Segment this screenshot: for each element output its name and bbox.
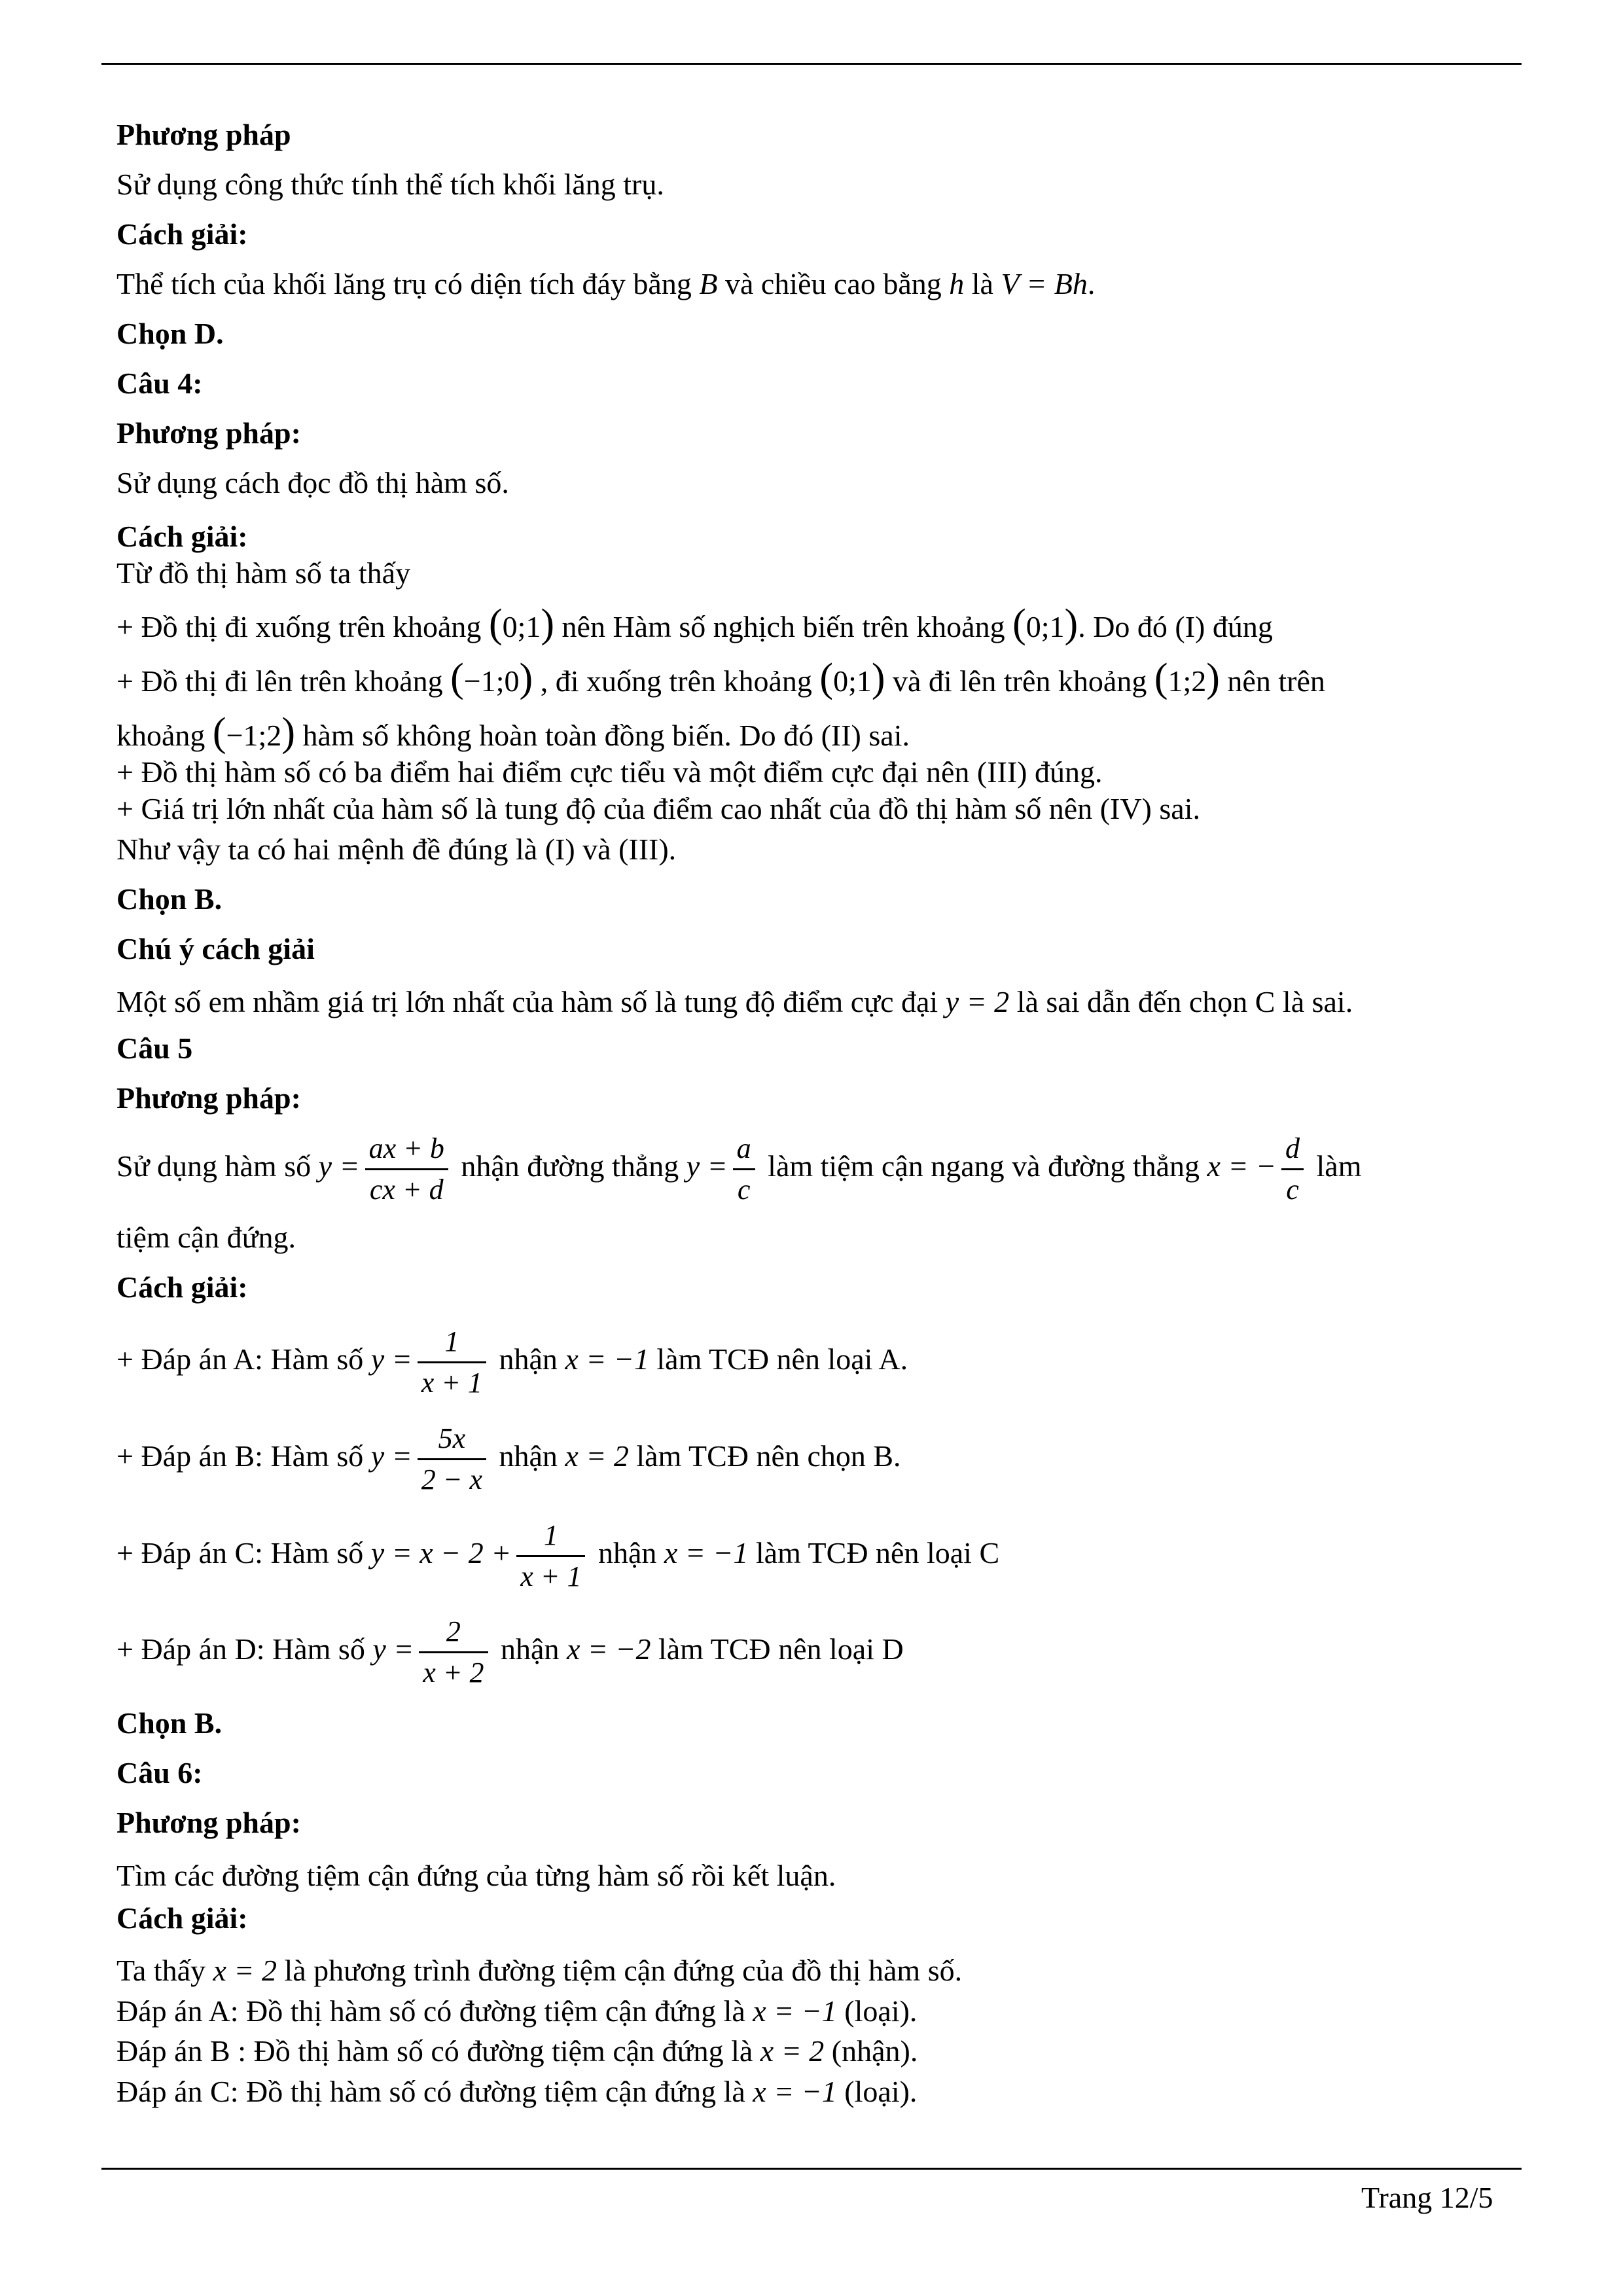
math-interval: −1;2 [226, 719, 282, 752]
fraction-denominator: 2 − x [421, 1463, 482, 1496]
paren-open: ( [212, 710, 226, 755]
text-segment: làm TCĐ nên loại D [651, 1632, 904, 1666]
heading-cach-giai-4: Cách giải: [116, 520, 248, 553]
math-interval: 0;1 [502, 610, 541, 643]
heading-cach-giai-6: Cách giải: [116, 1901, 248, 1935]
fraction [365, 1129, 448, 1210]
text-segment: là phương trình đường tiệm cận đứng của đồ thị hàm số. [276, 1954, 963, 1987]
text-segment: nên Hàm số nghịch biến trên khoảng [554, 610, 1013, 643]
text-segment: + Đồ thị đi lên trên khoảng [116, 664, 451, 698]
heading-phuong-phap-5: Phương pháp: [116, 1081, 301, 1115]
text-segment: làm tiệm cận ngang và đường thẳng [760, 1149, 1207, 1183]
math-formula: V = Bh [1001, 267, 1088, 300]
fraction [516, 1516, 585, 1596]
fraction-numerator: a [733, 1129, 755, 1170]
option-a-cau5 [116, 1322, 908, 1403]
paren-open: ( [1012, 601, 1026, 646]
option-d-cau5 [116, 1612, 904, 1693]
math-lhs: y = x − 2 + [370, 1536, 512, 1570]
math-formula: x = 2 [760, 2034, 825, 2068]
text-segment: là [964, 267, 1001, 300]
heading-phuong-phap-4: Phương pháp: [116, 416, 301, 450]
text-segment: hàm số không hoàn toàn đồng biến. Do đó (II) sai. [294, 719, 910, 752]
text-segment: làm [1309, 1149, 1362, 1183]
text-segment: Đáp án A: Đồ thị hàm số có đường tiệm cận đứng là [116, 1994, 753, 2028]
math-formula: y = 2 [945, 985, 1010, 1018]
fraction [418, 1419, 486, 1499]
line-pp-cau5 [116, 1129, 1362, 1210]
text-segment: và đi lên trên khoảng [885, 664, 1154, 698]
text-segment: nhận [493, 1632, 567, 1666]
text-intro-4: Từ đồ thị hàm số ta thấy [116, 556, 411, 590]
paren-close: ) [1206, 656, 1220, 700]
fraction [419, 1612, 488, 1693]
text-segment: . [1087, 267, 1096, 300]
fraction-numerator: 2 [419, 1612, 488, 1653]
paren-close: ) [281, 710, 295, 755]
line-cau4-1 [116, 601, 1273, 646]
fraction-denominator: c [1286, 1174, 1299, 1206]
page-number: Trang 12/5 [1361, 2181, 1493, 2214]
note-heading-cau-4: Chú ý cách giải [116, 932, 315, 965]
math-lhs: y = [372, 1632, 414, 1666]
header-rule [101, 63, 1522, 65]
fraction-denominator: x + 1 [520, 1560, 582, 1592]
fraction-numerator: d [1281, 1129, 1304, 1170]
math-lhs: y = [370, 1342, 412, 1376]
fraction-numerator: 5x [418, 1419, 486, 1460]
fraction-numerator: 1 [418, 1322, 486, 1363]
line-cau4-6: Như vậy ta có hai mệnh đề đúng là (I) và (III). [116, 833, 677, 866]
fraction-denominator: x + 2 [423, 1657, 484, 1689]
text-segment: + Đáp án A: Hàm số [116, 1342, 371, 1376]
paren-open: ( [488, 601, 503, 646]
paren-close: ) [871, 656, 885, 700]
math-var: B [699, 267, 718, 300]
math-formula: x = −1 [753, 1994, 837, 2028]
text-cach-giai-3 [116, 266, 1095, 302]
text-segment: Một số em nhầm giá trị lớn nhất của hàm số là tung độ điểm cực đại [116, 985, 946, 1018]
math-interval: 1;2 [1168, 664, 1207, 698]
heading-cach-giai-3: Cách giải: [116, 217, 248, 251]
text-segment: + Đáp án B: Hàm số [116, 1439, 371, 1473]
text-segment: . Do đó (I) đúng [1078, 610, 1273, 643]
text-segment: Sử dụng hàm số [116, 1149, 319, 1183]
math-lhs: x = − [1207, 1149, 1277, 1183]
text-phuong-phap-4: Sử dụng cách đọc đồ thị hàm số. [116, 466, 509, 499]
text-segment: , đi xuống trên khoảng [533, 664, 820, 698]
heading-cach-giai-5: Cách giải: [116, 1270, 248, 1304]
note-text-cau-4 [116, 984, 1353, 1020]
line-cau4-3 [116, 710, 910, 755]
text-phuong-phap-3: Sử dụng công thức tính thể tích khối lăng trụ. [116, 168, 664, 201]
text-segment: nhận đường thẳng [453, 1149, 687, 1183]
paren-open: ( [819, 656, 834, 700]
text-segment: làm TCĐ nên chọn B. [628, 1439, 901, 1473]
title-cau-5: Câu 5 [116, 1031, 193, 1065]
answer-cau-5: Chọn B. [116, 1706, 223, 1740]
fraction [733, 1129, 755, 1210]
option-b-cau5 [116, 1419, 901, 1499]
text-segment: làm TCĐ nên loại C [748, 1536, 1000, 1570]
text-segment: nên trên [1219, 664, 1325, 698]
text-segment: (nhận). [824, 2034, 918, 2068]
footer-rule [101, 2168, 1522, 2170]
math-formula: x = 2 [213, 1954, 277, 1987]
math-var: h [949, 267, 965, 300]
option-c-cau5 [116, 1516, 999, 1596]
math-formula: x = 2 [565, 1439, 629, 1473]
text-segment: nhận [491, 1342, 565, 1376]
line-cau6-3 [116, 2033, 918, 2070]
fraction [1281, 1129, 1304, 1210]
fraction [418, 1322, 486, 1403]
math-interval: 0;1 [833, 664, 872, 698]
line-pp-cau5-cont: tiệm cận đứng. [116, 1221, 296, 1254]
math-interval: 0;1 [1026, 610, 1065, 643]
heading-phuong-phap-3: Phương pháp [116, 118, 291, 151]
answer-cau-4: Chọn B. [116, 882, 223, 916]
paren-close: ) [519, 656, 533, 700]
line-cau6-1 [116, 1952, 962, 1989]
text-segment: và chiều cao bằng [717, 267, 950, 300]
math-lhs: y = [370, 1439, 412, 1473]
text-segment: là sai dẫn đến chọn C là sai. [1009, 985, 1353, 1018]
line-cau6-4 [116, 2073, 917, 2110]
paren-open: ( [450, 656, 464, 700]
text-segment: Thể tích của khối lăng trụ có diện tích đáy bằng [116, 267, 700, 300]
answer-cau-3: Chọn D. [116, 317, 224, 350]
math-lhs: y = [686, 1149, 728, 1183]
text-segment: + Đáp án C: Hàm số [116, 1536, 371, 1570]
fraction-denominator: c [737, 1174, 751, 1206]
line-cau6-2 [116, 1993, 917, 2030]
paren-open: ( [1154, 656, 1168, 700]
text-segment: (loại). [836, 1994, 918, 2028]
text-segment: nhận [491, 1439, 565, 1473]
text-segment: Đáp án B : Đồ thị hàm số có đường tiệm cận đứng là [116, 2034, 760, 2068]
heading-phuong-phap-6: Phương pháp: [116, 1806, 301, 1839]
text-segment: (loại). [836, 2075, 918, 2108]
fraction-denominator: cx + d [369, 1174, 444, 1206]
fraction-numerator: ax + b [365, 1129, 448, 1170]
math-formula: x = −1 [664, 1536, 749, 1570]
title-cau-4: Câu 4: [116, 367, 203, 400]
line-cau4-4: + Đồ thị hàm số có ba điểm hai điểm cực tiểu và một điểm cực đại nên (III) đúng. [116, 755, 1103, 789]
text-segment: Ta thấy [116, 1954, 213, 1987]
line-cau4-5: + Giá trị lớn nhất của hàm số là tung độ của điểm cao nhất của đồ thị hàm số nên (IV) sai. [116, 792, 1200, 825]
math-interval: −1;0 [463, 664, 520, 698]
text-segment: nhận [590, 1536, 664, 1570]
text-segment: + Đồ thị đi xuống trên khoảng [116, 610, 489, 643]
line-cau4-2 [116, 656, 1325, 700]
math-formula: x = −2 [566, 1632, 651, 1666]
title-cau-6: Câu 6: [116, 1756, 203, 1789]
text-phuong-phap-6: Tìm các đường tiệm cận đứng của từng hàm số rồi kết luận. [116, 1859, 836, 1892]
math-lhs: y = [318, 1149, 360, 1183]
text-segment: khoảng [116, 719, 213, 752]
paren-close: ) [541, 601, 555, 646]
text-segment: + Đáp án D: Hàm số [116, 1632, 373, 1666]
math-formula: x = −1 [565, 1342, 649, 1376]
paren-close: ) [1064, 601, 1079, 646]
fraction-denominator: x + 1 [421, 1367, 482, 1399]
fraction-numerator: 1 [516, 1516, 585, 1557]
text-segment: Đáp án C: Đồ thị hàm số có đường tiệm cận đứng là [116, 2075, 753, 2108]
math-formula: x = −1 [753, 2075, 837, 2108]
text-segment: làm TCĐ nên loại A. [649, 1342, 908, 1376]
